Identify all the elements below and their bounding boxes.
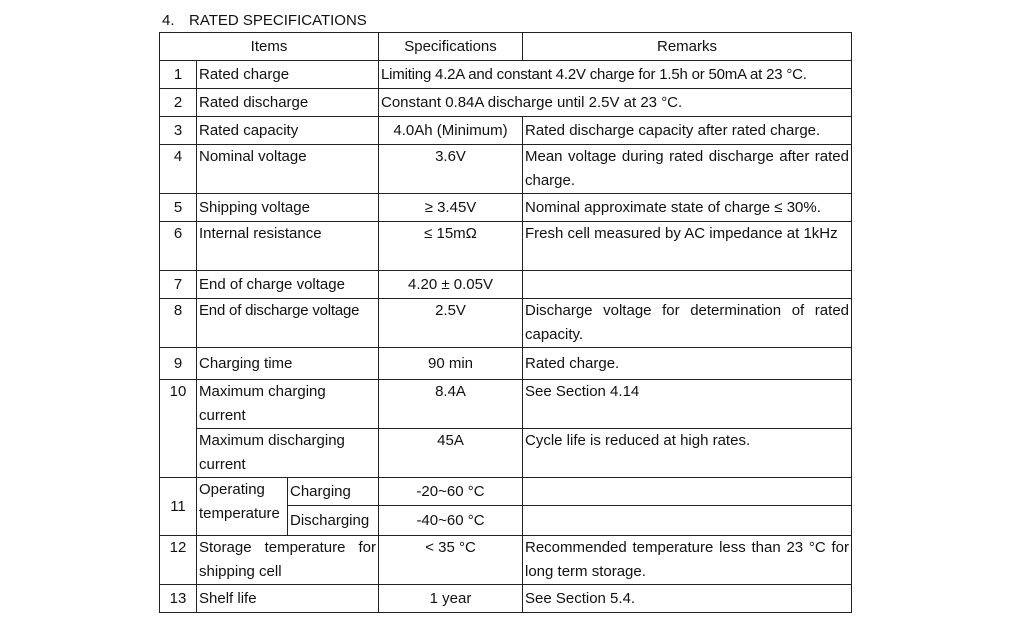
row-spec-remark: Limiting 4.2A and constant 4.2V charge for 1.5h or 50mA at 23 °C. bbox=[379, 61, 852, 89]
row-remark: Rated charge. bbox=[523, 348, 852, 380]
row-spec: ≤ 15mΩ bbox=[379, 222, 523, 271]
table-row bbox=[160, 429, 852, 478]
header-specifications: Specifications bbox=[379, 33, 523, 61]
row-number: 4 bbox=[160, 145, 197, 194]
row-item: End of charge voltage bbox=[197, 271, 379, 299]
table-row bbox=[160, 89, 852, 117]
row-number: 11 bbox=[160, 478, 197, 536]
row-item: Charging time bbox=[197, 348, 379, 380]
table-row bbox=[160, 380, 852, 429]
row-remark: Rated discharge capacity after rated charge. bbox=[523, 117, 852, 145]
table-row bbox=[160, 145, 852, 194]
table-row bbox=[160, 348, 852, 380]
row-number: 5 bbox=[160, 194, 197, 222]
row-remark: Fresh cell measured by AC impedance at 1kHz bbox=[523, 222, 852, 271]
row-number: 13 bbox=[160, 585, 197, 613]
row-remark bbox=[523, 271, 852, 299]
section-title bbox=[162, 12, 367, 30]
row-remark: Recommended temperature less than 23 °C for long term storage. bbox=[523, 536, 852, 585]
row-subitem-discharging: Discharging bbox=[288, 506, 379, 536]
row-spec-charging: -20~60 °C bbox=[379, 478, 523, 506]
row-item: Maximum charging current bbox=[197, 380, 379, 429]
row-spec: 4.0Ah (Minimum) bbox=[379, 117, 523, 145]
row-remark: Cycle life is reduced at high rates. bbox=[523, 429, 852, 478]
row-number: 6 bbox=[160, 222, 197, 271]
row-item: Shipping voltage bbox=[197, 194, 379, 222]
row-number: 9 bbox=[160, 348, 197, 380]
table-row bbox=[160, 271, 852, 299]
header-items: Items bbox=[160, 33, 379, 61]
row-spec: ≥ 3.45V bbox=[379, 194, 523, 222]
row-remark: See Section 5.4. bbox=[523, 585, 852, 613]
row-number: 7 bbox=[160, 271, 197, 299]
row-item: Rated discharge bbox=[197, 89, 379, 117]
section-number: 4. bbox=[162, 12, 175, 29]
table-row bbox=[160, 585, 852, 613]
row-number: 12 bbox=[160, 536, 197, 585]
row-remark: Nominal approximate state of charge ≤ 30%. bbox=[523, 194, 852, 222]
row-spec: 4.20 ± 0.05V bbox=[379, 271, 523, 299]
row-item: Operating temperature bbox=[197, 478, 288, 536]
row-item: Rated charge bbox=[197, 61, 379, 89]
row-number: 2 bbox=[160, 89, 197, 117]
row-spec-discharging: -40~60 °C bbox=[379, 506, 523, 536]
row-item: Rated capacity bbox=[197, 117, 379, 145]
row-remark bbox=[523, 506, 852, 536]
row-spec: 1 year bbox=[379, 585, 523, 613]
row-remark: See Section 4.14 bbox=[523, 380, 852, 429]
table-row bbox=[160, 536, 852, 585]
row-spec: 45A bbox=[379, 429, 523, 478]
table-row bbox=[160, 194, 852, 222]
rated-specifications-table bbox=[159, 32, 852, 613]
table-row bbox=[160, 117, 852, 145]
table-row bbox=[160, 478, 852, 506]
row-item: Maximum discharging current bbox=[197, 429, 379, 478]
table-header-row bbox=[160, 33, 852, 61]
row-number: 10 bbox=[160, 380, 197, 478]
row-item: Shelf life bbox=[197, 585, 379, 613]
table-row bbox=[160, 299, 852, 348]
row-spec: 90 min bbox=[379, 348, 523, 380]
row-spec-remark: Constant 0.84A discharge until 2.5V at 23 °C. bbox=[379, 89, 852, 117]
row-spec: 3.6V bbox=[379, 145, 523, 194]
row-remark: Discharge voltage for determination of rated capacity. bbox=[523, 299, 852, 348]
row-item: End of discharge voltage bbox=[197, 299, 379, 348]
row-spec: < 35 °C bbox=[379, 536, 523, 585]
row-item: Nominal voltage bbox=[197, 145, 379, 194]
header-remarks: Remarks bbox=[523, 33, 852, 61]
row-number: 1 bbox=[160, 61, 197, 89]
row-item: Storage temperature for shipping cell bbox=[197, 536, 379, 585]
row-spec: 8.4A bbox=[379, 380, 523, 429]
row-remark bbox=[523, 478, 852, 506]
row-number: 3 bbox=[160, 117, 197, 145]
row-item: Internal resistance bbox=[197, 222, 379, 271]
section-title-text: RATED SPECIFICATIONS bbox=[189, 12, 367, 29]
row-subitem-charging: Charging bbox=[288, 478, 379, 506]
row-number: 8 bbox=[160, 299, 197, 348]
table-row bbox=[160, 222, 852, 271]
row-spec: 2.5V bbox=[379, 299, 523, 348]
row-remark: Mean voltage during rated discharge after rated charge. bbox=[523, 145, 852, 194]
table-row bbox=[160, 61, 852, 89]
